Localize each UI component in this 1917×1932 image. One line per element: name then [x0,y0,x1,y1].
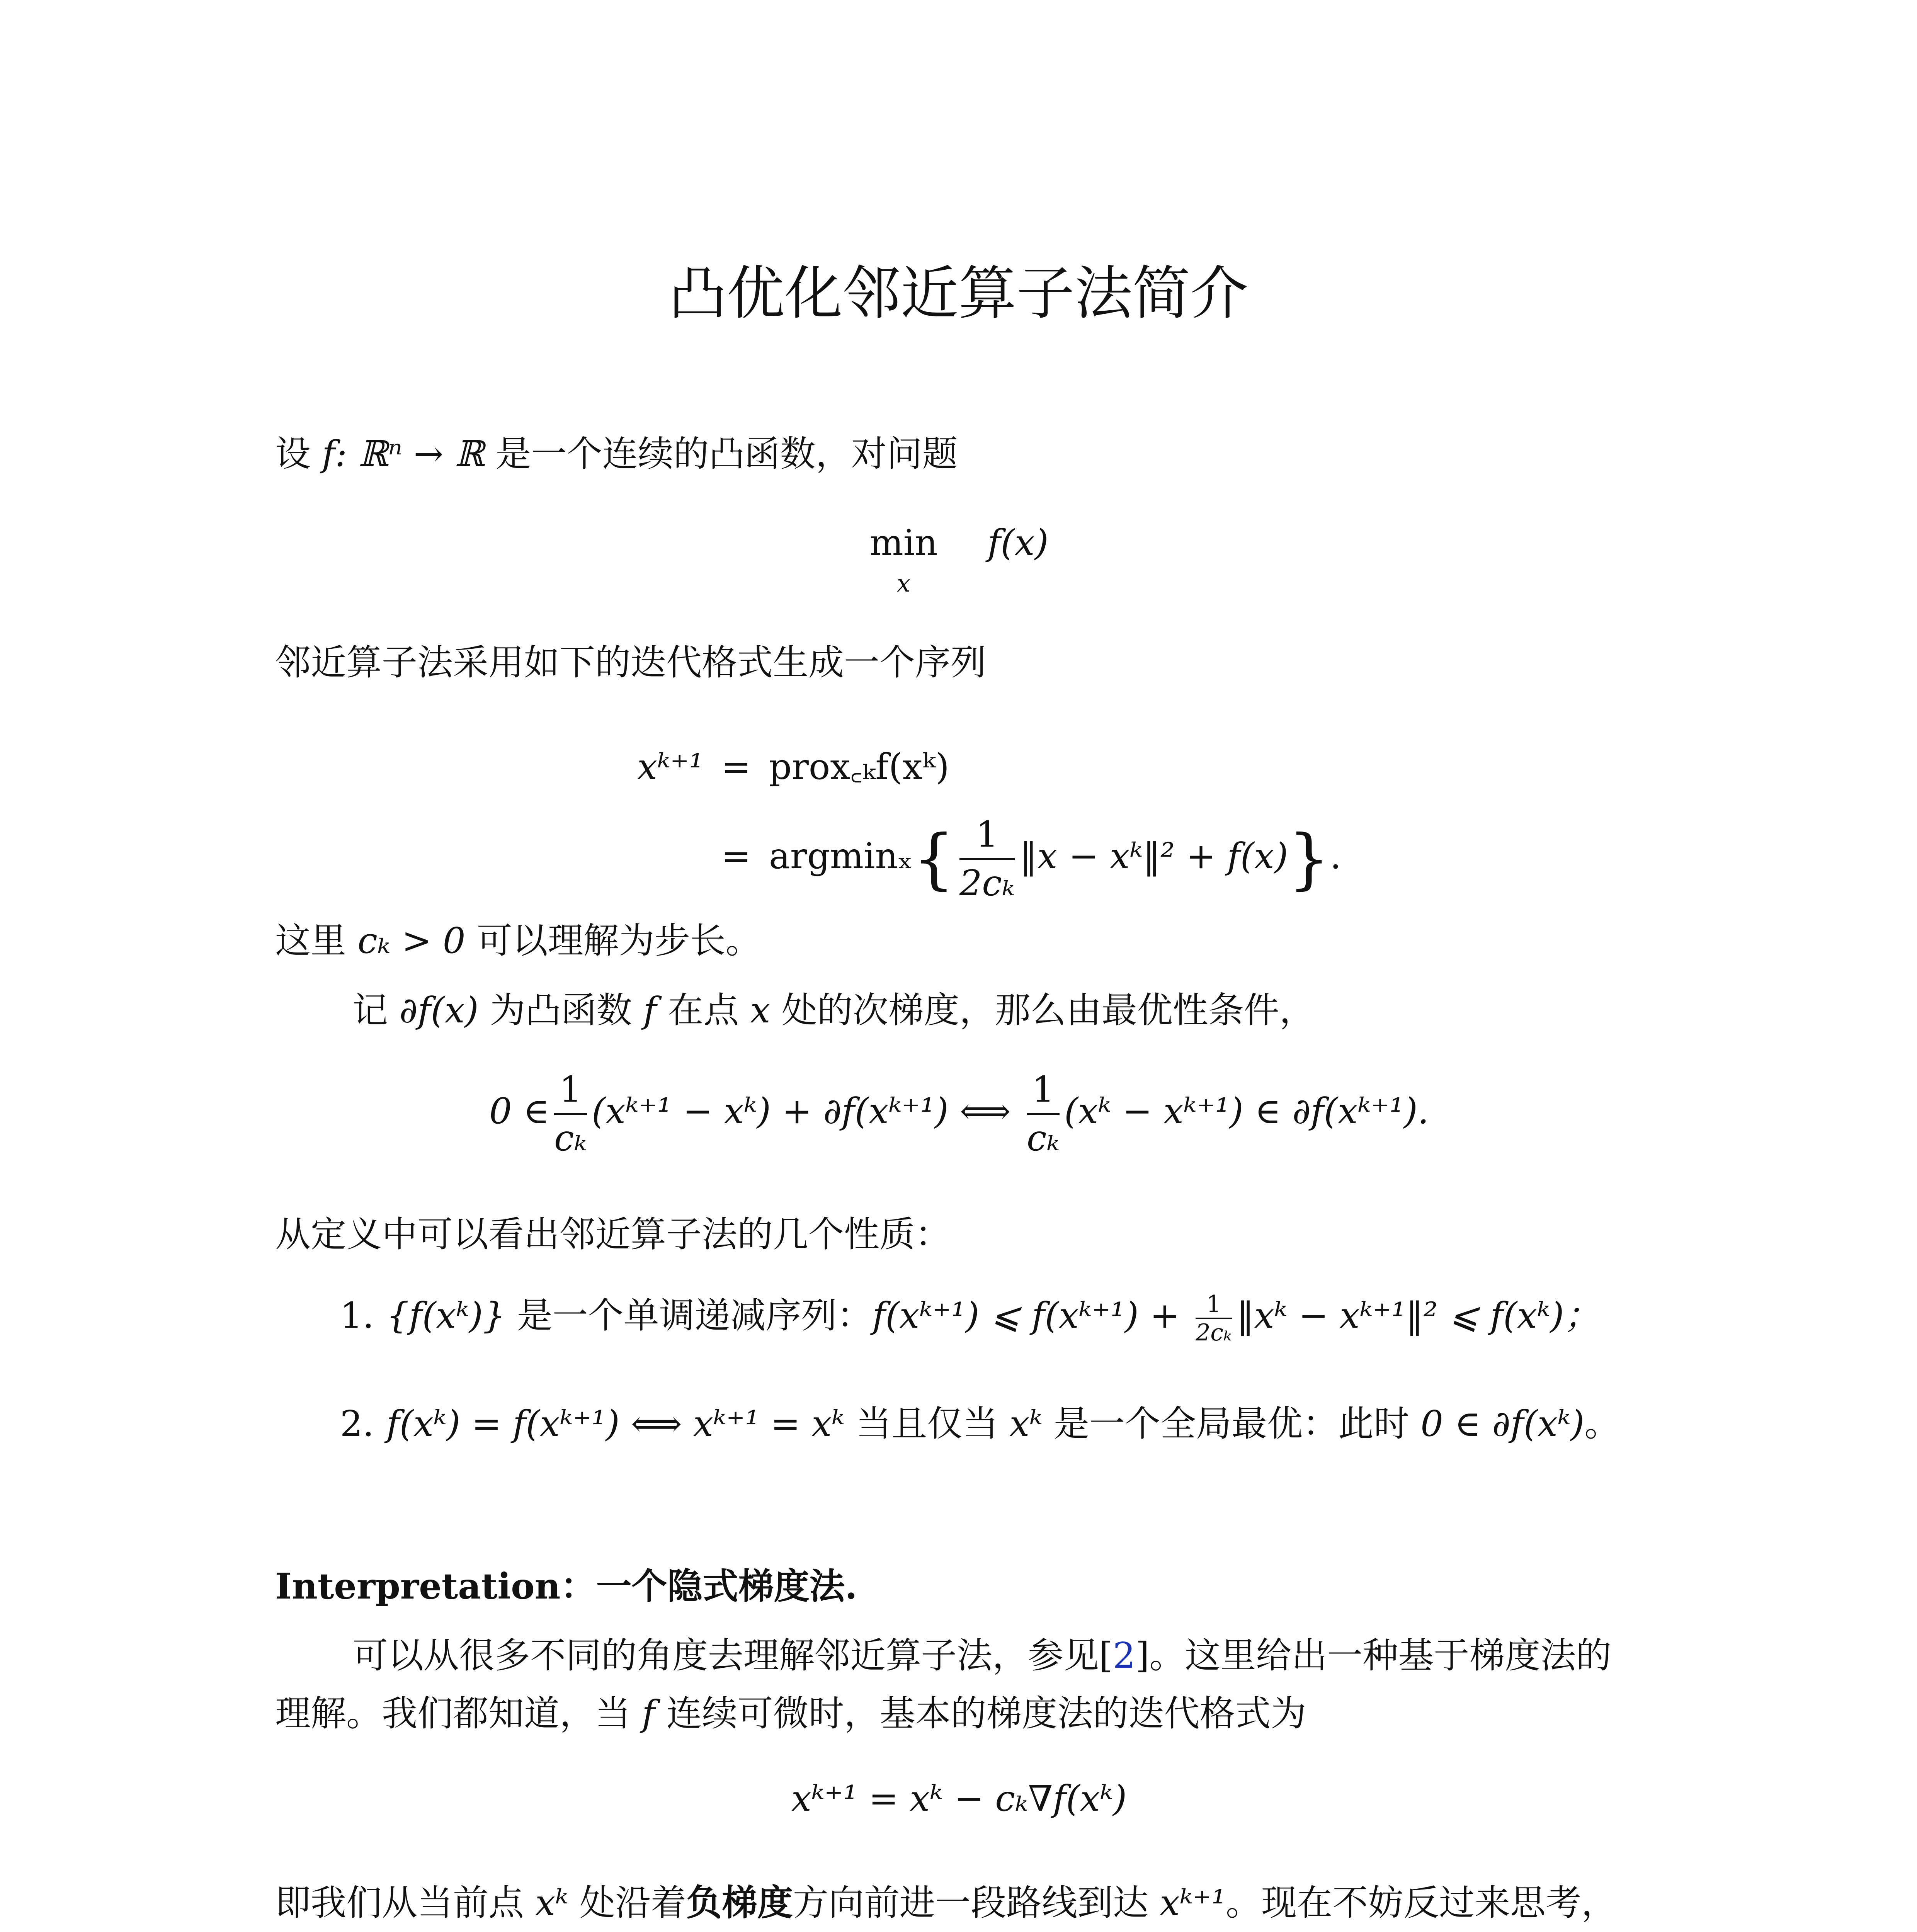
property-item-2: 2. f(xᵏ) = f(xᵏ⁺¹) ⟺ xᵏ⁺¹ = xᵏ 当且仅当 xᵏ 是一个全局最优：此时 0 ∈ ∂f(xᵏ)。 [340,1403,1620,1444]
fraction-1-over-2ck: $\frac{1}{\text{2cₖ}}$ [959,811,1015,906]
property-item-1: 1. {f(xᵏ)} 是一个单调递减序列：f(xᵏ⁺¹) ⩽ f(xᵏ⁺¹) + $\frac{1}{\text{2cₖ}}$ ‖xᵏ − xᵏ⁺¹‖² ⩽ f(xᵏ)； [340,1291,1600,1347]
citation-link[interactable]: 2 [1112,1635,1136,1676]
bold-negative-gradient: 负梯度 [686,1882,793,1923]
equation-optimality-condition: 0 ∈ $\frac{1}{\text{cₖ}}$ (xᵏ⁺¹ − xᵏ) + ∂f(xᵏ⁺¹) ⟺ $\frac{1}{\text{cₖ}}$ (xᵏ − xᵏ⁺¹) ∈ ∂f(xᵏ⁺¹). [275,1066,1643,1162]
intro-paragraph: 设 f: ℝⁿ → ℝ 是一个连续的凸函数，对问题 [275,433,958,474]
step-size-paragraph: 这里 cₖ > 0 可以理解为步长。 [275,920,761,961]
fraction-1-over-ck-right: $\frac{1}{\text{cₖ}}$ [1027,1066,1060,1162]
prox-operator: prox꜀ₖf(xᵏ) [769,746,949,787]
prox-row-2: = argminₓ{ $\frac{1}{\text{2cₖ}}$ ‖x − xᵏ‖² + f(x)}. [614,811,1341,900]
fraction-small-1-over-2ck: $\frac{1}{\text{2cₖ}}$ [1196,1291,1232,1347]
equation-gradient-step: xᵏ⁺¹ = xᵏ − cₖ∇f(xᵏ) [791,1778,1127,1819]
equation-min-problem [275,514,1643,595]
argmin-operator: argminₓ [769,835,913,877]
subgradient-paragraph: 记 ∂f(x) 为凸函数 f 在点 x 处的次梯度，那么由最优性条件， [352,990,1315,1031]
prox-intro-paragraph: 邻近算子法采用如下的迭代格式生成一个序列 [275,642,987,683]
prox-row-1: xᵏ⁺¹ = prox꜀ₖf(xᵏ) [614,723,1341,811]
section-heading-interpretation: Interpretation：一个隐式梯度法. [275,1565,857,1607]
interpretation-paragraph-1: 可以从很多不同的角度去理解邻近算子法，参见[2]。这里给出一种基于梯度法的理解。我们都知道，当 f 连续可微时，基本的梯度法的迭代格式为 [275,1635,1612,1734]
prox-lhs: xᵏ⁺¹ [637,746,703,787]
page-title: 凸优化邻近算子法简介 [668,260,1249,327]
fraction-1-over-ck-left: $\frac{1}{\text{cₖ}}$ [554,1066,587,1162]
equation-prox-iteration [614,723,1341,904]
min-subscript: x [897,569,910,597]
math-f-domain: f: ℝⁿ → ℝ [322,433,485,474]
min-operator: min [869,522,938,563]
interpretation-paragraph-2: 即我们从当前点 xᵏ 处沿着负梯度方向前进一段路线到达 xᵏ⁺¹。现在不妨反过来思考， [275,1882,1617,1923]
properties-intro: 从定义中可以看出邻近算子法的几个性质： [275,1214,951,1255]
objective-function: f(x) [987,522,1049,563]
